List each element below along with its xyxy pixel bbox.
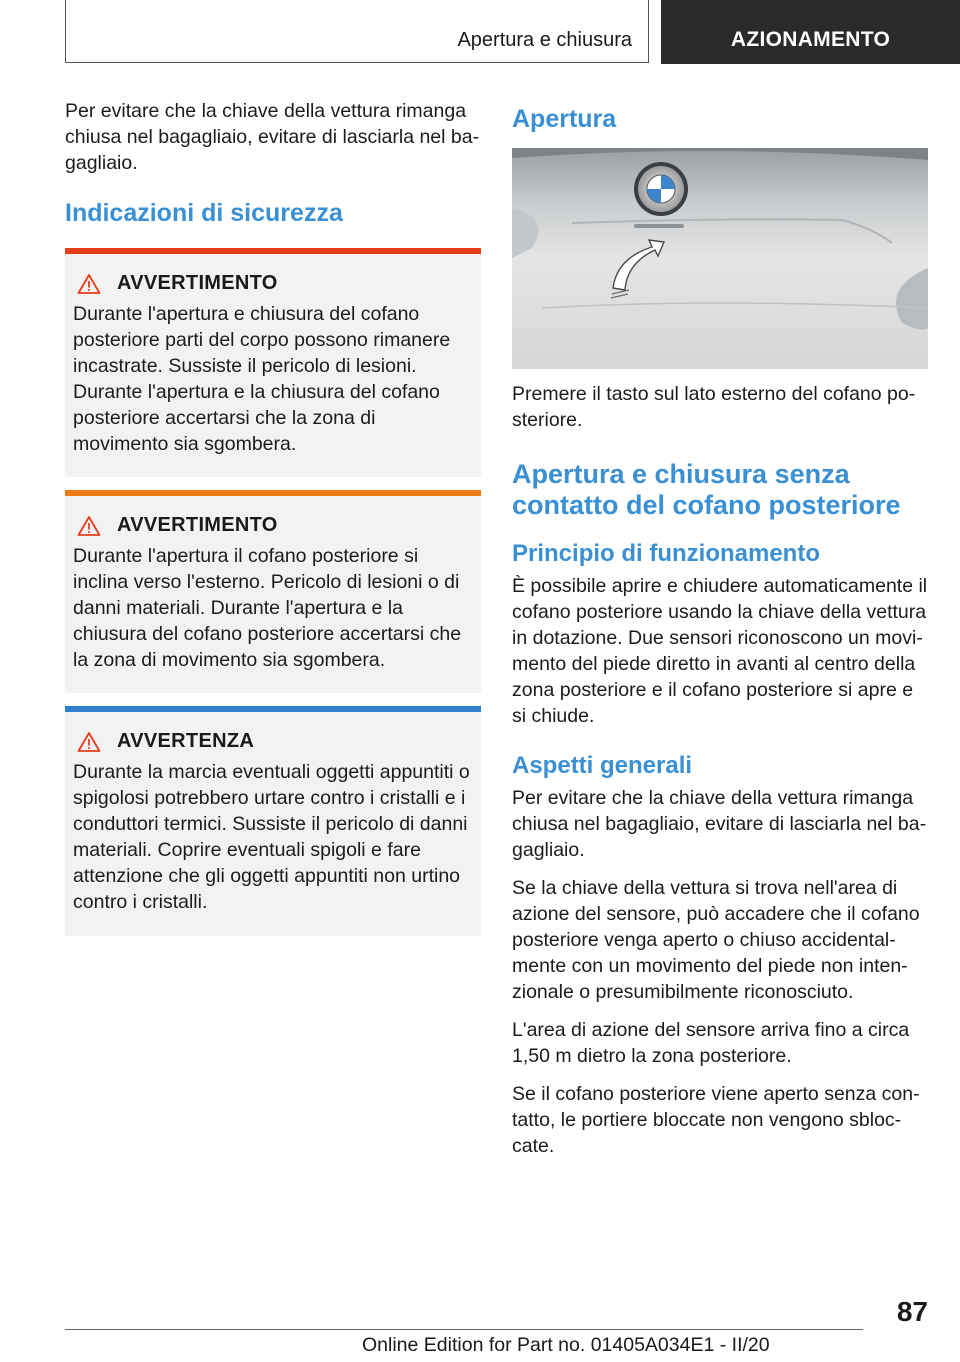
warning-title-text-3: AVVERTENZA — [117, 730, 255, 752]
page-number: 87 — [896, 1296, 928, 1327]
warning-title-3 — [73, 730, 473, 753]
header-section-frame — [65, 0, 649, 63]
edition-footer: Online Edition for Part no. 01405A034E1 - II/20 — [362, 1334, 770, 1356]
aspetti-paragraph-2: Se la chiave della vettura si trova nell'area di azione del sensore, può accadere che il cofano posteriore venga aperto o chiuso accidentalmente con un movimento del piede non intenzionale o presumibilmente riconosciuto. — [512, 877, 920, 1003]
safety-heading: Indicazioni di sicurezza — [65, 199, 343, 227]
warning-text-1: Durante l'apertura e chiusura del cofano posteriore parti del corpo possono rimanere incastrate. Sussiste il pericolo di lesioni. Durante l'apertura e la chiusura del cofano posteriore accertarsi che la zona di movimento sia sgombera. — [73, 303, 451, 455]
warning-title-2 — [73, 514, 473, 537]
left-column — [65, 98, 481, 936]
aspetti-paragraph-1: Per evitare che la chiave della vettura rimanga chiusa nel bagagliaio, evitare di lasciarla nel bagagliaio. — [512, 787, 927, 861]
footer-divider — [65, 1329, 863, 1330]
header-chapter-tab: AZIONAMENTO — [661, 0, 960, 64]
right-column — [512, 98, 928, 1171]
photo-caption: Premere il tasto sul lato esterno del cofano posteriore. — [512, 383, 916, 431]
warning-box-2 — [65, 490, 481, 693]
tailgate-button-photo — [512, 148, 928, 369]
warning-title-text-1: AVVERTIMENTO — [117, 272, 278, 294]
header-section-title: Apertura e chiusura — [457, 29, 632, 51]
warning-triangle-icon — [77, 731, 101, 753]
warning-text-2: Durante l'apertura il cofano posteriore si inclina verso l'esterno. Pericolo di lesioni o di danni materiali. Durante l'apertura e la chiusura del cofano posteriore accertarsi che la zona di movimento sia sgombera. — [73, 545, 462, 671]
aspetti-paragraph-3: L'area di azione del sensore arriva fino a circa 1,50 m dietro la zona posteriore. — [512, 1019, 910, 1067]
principio-paragraph: È possibile aprire e chiudere automaticamente il cofano posteriore usando la chiave della vettura in dotazione. Due sensori riconoscono un movimento del piede diretto in avanti al centro della zona posteriore e il cofano posteriore si apre e si chiude. — [512, 575, 928, 727]
warning-triangle-icon — [77, 273, 101, 295]
warning-title-1 — [73, 272, 473, 295]
aspetti-heading: Aspetti generali — [512, 752, 693, 779]
principio-heading: Principio di funzionamento — [512, 540, 820, 567]
main-heading: Apertura e chiusura senza contatto del cofano posteriore — [512, 459, 901, 520]
warning-box-1 — [65, 248, 481, 477]
apertura-heading: Apertura — [512, 105, 617, 133]
warning-text-3: Durante la marcia eventuali oggetti appuntiti o spigolosi potrebbero urtare contro i cristalli e i conduttori termici. Sussiste il pericolo di danni materiali. Coprire eventuali spigoli e fare attenzione che gli oggetti appuntiti non urtino contro i cristalli. — [73, 761, 470, 913]
warning-triangle-icon — [77, 515, 101, 537]
warning-box-3 — [65, 706, 481, 936]
intro-paragraph: Per evitare che la chiave della vettura rimanga chiusa nel bagagliaio, evitare di lasciarla nel bagagliaio. — [65, 100, 480, 174]
warning-title-text-2: AVVERTIMENTO — [117, 514, 278, 536]
page-header — [0, 0, 960, 66]
aspetti-paragraph-4: Se il cofano posteriore viene aperto senza contatto, le portiere bloccate non vengono sbloccate. — [512, 1083, 920, 1157]
